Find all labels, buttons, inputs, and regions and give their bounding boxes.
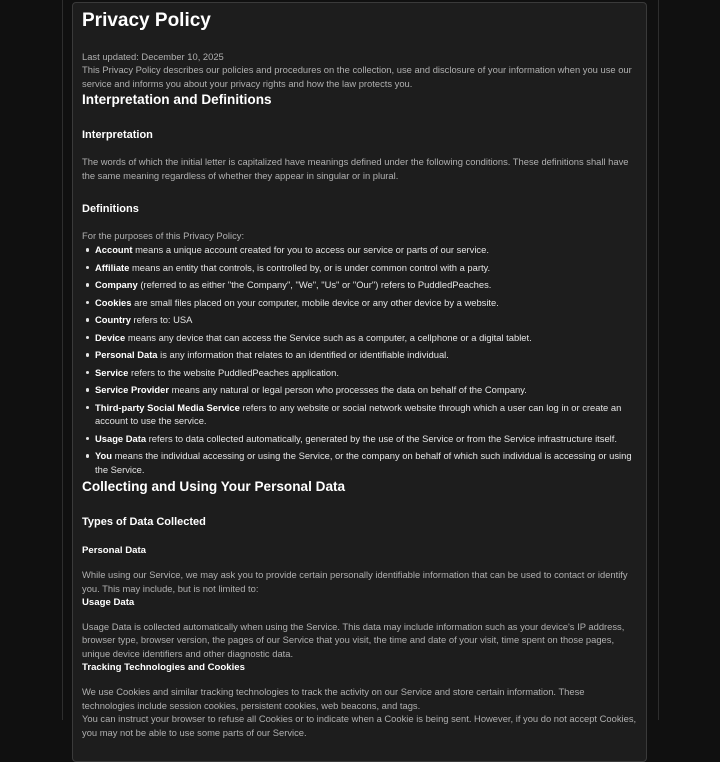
definition-service	[95, 366, 637, 379]
definition-text: means the individual accessing or using the Service, or the company on behalf of which such individual is accessing or using the Service.	[95, 450, 632, 475]
definition-term: You	[95, 450, 113, 462]
definitions-intro: For the purposes of this Privacy Policy:	[82, 230, 245, 242]
definition-text: refers to: USA	[130, 314, 193, 326]
definition-term: Device	[95, 331, 126, 343]
page-title: Privacy Policy	[82, 10, 211, 31]
interpretation-definitions-heading: Interpretation and Definitions	[82, 92, 272, 108]
definition-device	[95, 331, 637, 344]
definition-text: means any natural or legal person who processes the data on behalf of the Company.	[169, 384, 527, 396]
definition-text: means an entity that controls, is controlled by, or is under common control with a party.	[129, 261, 491, 273]
definition-term: Company	[95, 279, 138, 291]
definition-text: means a unique account created for you to access our service or parts of our service.	[132, 244, 489, 256]
definition-text: refers to data collected automatically, generated by the use of the Service or from the Service infrastructure itself.	[146, 432, 617, 444]
interpretation-heading: Interpretation	[82, 129, 153, 142]
personal-data-body: While using our Service, we may ask you to provide certain personally identifiable information that can be used to contact or identify you. This may include, but is not limited to:	[82, 569, 628, 594]
personal-data-heading: Personal Data	[82, 545, 146, 557]
definition-company	[95, 278, 637, 291]
definition-term: Service	[95, 366, 129, 378]
definition-term: Country	[95, 314, 131, 326]
policy-card	[72, 2, 647, 762]
definition-term: Service Provider	[95, 384, 170, 396]
definition-cookies	[95, 296, 637, 309]
tracking-body: We use Cookies and similar tracking technologies to track the activity on our Service and store certain information. These technologies include session cookies, persistent cookies, web beacons, and tags.	[82, 686, 585, 711]
left-edge-divider	[62, 0, 63, 720]
definition-account	[95, 243, 637, 256]
definition-term: Cookies	[95, 296, 132, 308]
definition-term: Account	[95, 244, 133, 256]
definition-affiliate	[95, 261, 637, 274]
definitions-heading: Definitions	[82, 203, 139, 216]
collecting-personal-data-heading: Collecting and Using Your Personal Data	[82, 479, 346, 495]
definition-you	[95, 449, 637, 476]
types-of-data-heading: Types of Data Collected	[82, 516, 206, 529]
last-updated: Last updated: December 10, 2025	[82, 51, 224, 62]
definition-text: are small files placed on your computer, mobile device or any other device by a website.	[131, 296, 499, 308]
right-edge-divider	[658, 0, 659, 720]
definition-country	[95, 313, 637, 326]
intro-paragraph: This Privacy Policy describes our policies and procedures on the collection, use and disclosure of your information when you use our service and informs you about your privacy rights and how the law protects you.	[82, 64, 632, 89]
definition-text: refers to the website PuddledPeaches application.	[128, 366, 339, 378]
definition-text: (referred to as either "the Company", "We", "Us" or "Our") refers to PuddledPeaches.	[137, 279, 492, 291]
definition-term: Personal Data	[95, 349, 158, 361]
definition-text: means any device that can access the Service such as a computer, a cellphone or a digital tablet.	[125, 331, 532, 343]
interpretation-body: The words of which the initial letter is capitalized have meanings defined under the following conditions. These definitions shall have the same meaning regardless of whether they appear in singular or in plural.	[82, 156, 629, 181]
definition-term: Usage Data	[95, 432, 147, 444]
definition-term: Third-party Social Media Service	[95, 401, 240, 413]
tracking-heading: Tracking Technologies and Cookies	[82, 662, 245, 674]
definition-text: refers to any website or social network website through which a user can log in or create an account to use the service.	[95, 401, 622, 427]
definition-term: Affiliate	[95, 261, 130, 273]
usage-data-body: Usage Data is collected automatically when using the Service. This data may include information such as your device's IP address, browser type, browser version, the pages of our Service that you visit, the time and date of your visit, time spent on those pages, unique device identifiers and other diagnostic data.	[82, 621, 625, 659]
definition-third-party-social-media-service	[95, 401, 637, 428]
definition-text: is any information that relates to an identified or identifiable individual.	[157, 349, 449, 361]
definition-usage-data	[95, 432, 637, 445]
definition-service-provider	[95, 383, 637, 396]
definitions-list	[82, 243, 637, 476]
tracking-body-continued: You can instruct your browser to refuse all Cookies or to indicate when a Cookie is being sent. However, if you do not accept Cookies, you may not be able to use some parts of our Service.	[82, 713, 637, 738]
definition-personal-data	[95, 348, 637, 361]
usage-data-heading: Usage Data	[82, 597, 135, 609]
